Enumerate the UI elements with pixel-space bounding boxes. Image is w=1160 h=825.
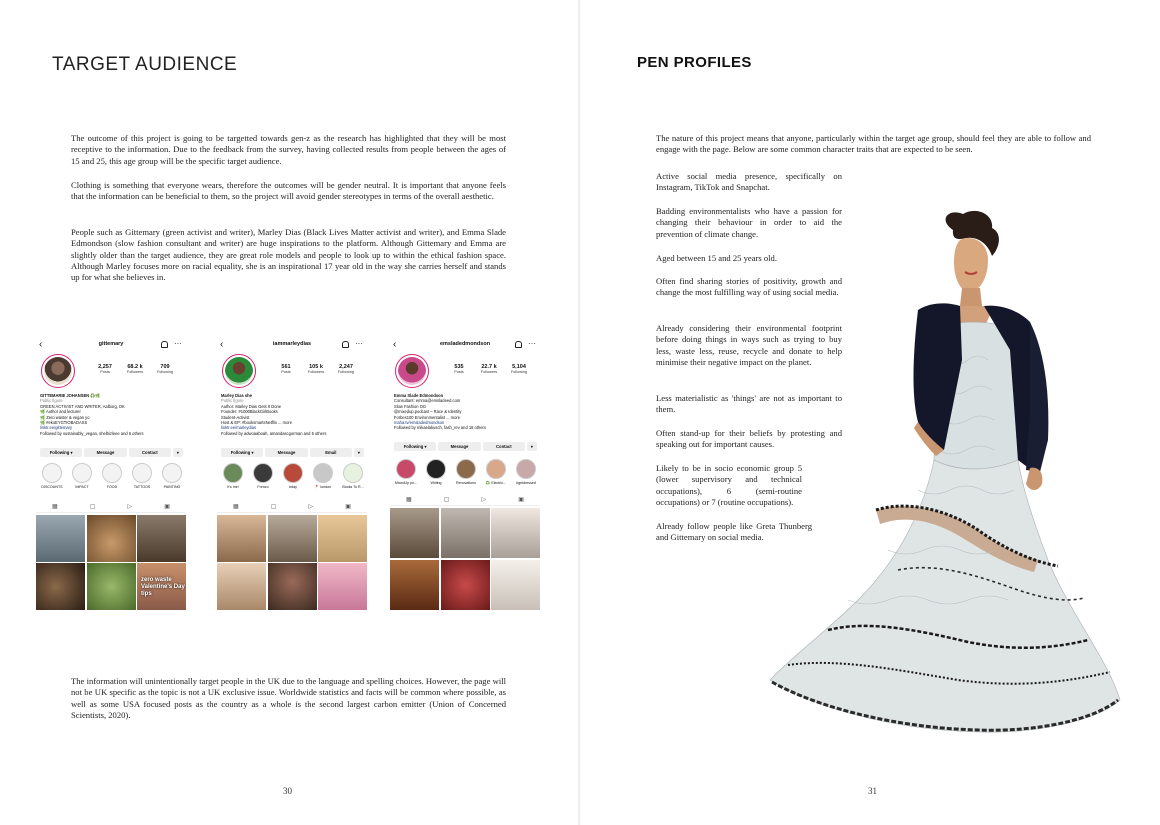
- tagged-icon[interactable]: ▣: [164, 504, 170, 510]
- post-thumbnail[interactable]: [137, 563, 186, 610]
- profile-header: [36, 338, 186, 352]
- stat-followers[interactable]: 68.2 k Followers: [126, 364, 144, 374]
- post-thumbnail[interactable]: [137, 515, 186, 562]
- story-highlights: [220, 463, 366, 489]
- post-thumbnail[interactable]: [87, 563, 136, 610]
- back-icon[interactable]: ‹: [39, 339, 43, 350]
- stat-posts[interactable]: 535 Posts: [454, 364, 464, 374]
- more-icon[interactable]: ···: [528, 339, 536, 348]
- stat-followers[interactable]: 22.7 k Followers: [480, 364, 498, 374]
- post-thumbnail[interactable]: [87, 515, 136, 562]
- post-thumbnail[interactable]: [441, 508, 490, 558]
- contact-button[interactable]: Contact: [129, 448, 171, 457]
- profile-stats: [444, 364, 534, 374]
- grid-icon[interactable]: ▦: [406, 497, 412, 503]
- stat-posts[interactable]: 561 Posts: [281, 364, 291, 374]
- post-grid: [217, 515, 367, 610]
- story-highlights: [39, 463, 185, 489]
- page-title-pen-profiles: PEN PROFILES: [637, 54, 752, 71]
- suggested-button[interactable]: ▾: [354, 448, 364, 457]
- bell-icon[interactable]: [342, 341, 349, 348]
- following-button[interactable]: Following ▾: [40, 448, 82, 457]
- tagged-icon[interactable]: ▣: [518, 497, 524, 503]
- bio-link[interactable]: maha.tv/emsladedmondson: [394, 420, 445, 426]
- post-thumbnail[interactable]: [217, 515, 266, 562]
- post-thumbnail[interactable]: [491, 508, 540, 558]
- page-number: 30: [283, 786, 292, 796]
- stat-posts[interactable]: 2,257 Posts: [98, 364, 112, 374]
- paragraph-inspirations: People such as Gittemary (green activist and writer), Marley Dias (Black Lives Matter activist and writer), and Emma Slade Edmondson (slow fashion consultant and writer) are huge inspirations to the platform. Although Gittemary and Emma are slightly older than the target audience, they are great role models and people to look up to within the ethical fashion space. Although Marley focuses more on racial equality, she is an inspirational 17 year old in the way she carries herself and stands up for what she believes in.: [71, 227, 506, 283]
- highlight[interactable]: IMPACT: [69, 463, 95, 489]
- highlight[interactable]: bday: [280, 463, 306, 489]
- fashion-illustration: [748, 210, 1128, 745]
- more-icon[interactable]: ···: [355, 339, 363, 348]
- trait-item: Active social media presence, specifically on Instagram, TikTok and Snapchat.: [656, 171, 842, 193]
- trait-item: Badding environmentalists who have a passion for changing their behaviour in order to aid the prevention of climate change.: [656, 206, 842, 239]
- post-grid: [36, 515, 186, 610]
- avatar[interactable]: [41, 354, 75, 388]
- back-icon[interactable]: ‹: [220, 339, 224, 350]
- tagged-icon[interactable]: ▣: [345, 504, 351, 510]
- highlight[interactable]: 📍 london: [310, 463, 336, 489]
- reels-icon[interactable]: ▢: [443, 497, 450, 503]
- profile-header: [390, 338, 540, 352]
- profile-header: [217, 338, 367, 352]
- page-title-target-audience: TARGET AUDIENCE: [52, 54, 238, 75]
- stat-following[interactable]: 5,104 Following: [510, 364, 528, 374]
- highlight[interactable]: MixedUp po...: [393, 459, 419, 485]
- paragraph-gender-neutral: Clothing is something that everyone wears, therefore the outcomes will be gender neutral. It is important that anyone feels that the information can be beneficial to them, so the project will avoid gender stereotypes in terms of the overall aesthetic.: [71, 180, 506, 202]
- trait-item: Already follow people like Greta Thunberg and Gittemary on social media.: [656, 521, 812, 543]
- avatar[interactable]: [222, 354, 256, 388]
- suggested-button[interactable]: ▾: [527, 442, 537, 451]
- more-icon[interactable]: ···: [174, 339, 182, 348]
- play-icon[interactable]: ▷: [308, 504, 314, 510]
- profile-bio: Emma Slade Edmondson Consultant: emma@emsladeed.com Slow Fashion OG @mixedup.podcast – Race & Identity Forbes100 Environmentalist ... more maha.tv/emsladedmondson Followed by mikaelakusch, fash_rev and 18 others: [394, 393, 538, 431]
- reels-icon[interactable]: ▢: [89, 504, 96, 510]
- highlight[interactable]: It's me!: [220, 463, 246, 489]
- profile-username: iammarleydias: [272, 341, 312, 347]
- grid-icon[interactable]: ▦: [52, 504, 58, 510]
- trait-item: Aged between 15 and 25 years old.: [656, 253, 777, 263]
- play-icon[interactable]: ▷: [127, 504, 133, 510]
- post-thumbnail[interactable]: [491, 560, 540, 610]
- highlight[interactable]: FOOD: [99, 463, 125, 489]
- post-thumbnail[interactable]: [441, 560, 490, 610]
- highlight[interactable]: Books To R...: [340, 463, 366, 489]
- instagram-profile-gittemary: [36, 338, 186, 610]
- story-highlights: [393, 459, 539, 485]
- post-thumbnail[interactable]: [268, 515, 317, 562]
- avatar[interactable]: [395, 354, 429, 388]
- following-button[interactable]: Following ▾: [394, 442, 436, 451]
- profile-bio: Marley Dias she Public figure Author: Marley Dias Gets It Done Founder: #1000BlackGirlBooks Student-Activist Host & EP: #booksmartsNetflix ... more linktr.ee/marleydias Followed by adwoaaboah, amandascgorman and 5 others: [221, 393, 365, 436]
- trait-item: Already considering their environmental footprint before doing things in ways such as trying to buy less, waste less, reuse, recycle and donate to help minimise their negative impact on the planet.: [656, 323, 842, 367]
- highlight[interactable]: Frenzo: [250, 463, 276, 489]
- post-thumbnail[interactable]: [217, 563, 266, 610]
- highlight[interactable]: PAINTING: [159, 463, 185, 489]
- highlight[interactable]: ♻️ Electric...: [483, 459, 509, 485]
- highlight[interactable]: Renovations: [453, 459, 479, 485]
- trait-item: Often stand-up for their beliefs by protesting and speaking out for important causes.: [656, 428, 842, 450]
- profile-buttons: [40, 448, 183, 457]
- bio-link[interactable]: linktr.ee/gittemary: [40, 425, 73, 431]
- highlight[interactable]: DISCOUNTS: [39, 463, 65, 489]
- post-thumbnail[interactable]: [318, 563, 367, 610]
- paragraph-intro: The nature of this project means that anyone, particularly within the target age group, should feel they are able to follow and engage with the page. Below are some common character traits that are expected to be seen.: [656, 133, 1091, 155]
- email-button[interactable]: Email: [310, 448, 352, 457]
- post-thumbnail[interactable]: [318, 515, 367, 562]
- highlight[interactable]: #getdressed: [513, 459, 539, 485]
- profile-username: gittemary: [98, 341, 124, 347]
- trait-item: Less materialistic as 'things' are not as important to them.: [656, 393, 842, 415]
- stat-followers[interactable]: 105 k Followers: [307, 364, 325, 374]
- instagram-profile-marleydias: [217, 338, 367, 610]
- post-thumbnail[interactable]: [390, 560, 439, 610]
- profile-tabs: [217, 503, 367, 513]
- stat-following[interactable]: 2,247 Following: [337, 364, 355, 374]
- trait-item: Likely to be in socio economic group 5 (lower supervisory and technical occupations), 6 (semi-routine occupations) or 7 (routine occupations).: [656, 463, 802, 507]
- profile-bio: GITTEMARIE JOHANSEN ♻️🌿 Public figure GREEN ACTIVIST AND WRITER, Aalborg, DK 🌿 Author and lecturer 🌿 Zero waster & vegan yo 🌿 #ekoEYGTIOBADASS linktr.ee/gittemary Followed by sustainably_vegan, shelbizleee and 6 others: [40, 393, 184, 436]
- suggested-button[interactable]: ▾: [173, 448, 183, 457]
- page-number: 31: [868, 786, 877, 796]
- post-thumbnail[interactable]: [36, 563, 85, 610]
- post-caption: zero waste Valentine's Day tips: [141, 577, 185, 598]
- message-button[interactable]: Message: [265, 448, 307, 457]
- paragraph-uk-language: The information will unintentionally target people in the UK due to the language and spelling choices. However, the page will not be UK specific as the topic is not a UK exclusive issue. Worldwide statistics and facts will be common where possible, as well as some USA focused posts as the country as a whole is the second largest carbon emitter (Union of Concerned Scientists, 2020).: [71, 676, 506, 720]
- post-thumbnail[interactable]: [390, 508, 439, 558]
- profile-stats: [271, 364, 361, 374]
- message-button[interactable]: Message: [438, 442, 480, 451]
- grid-icon[interactable]: ▦: [233, 504, 239, 510]
- message-button[interactable]: Message: [84, 448, 126, 457]
- profile-username: emsladedmondson: [439, 341, 491, 347]
- profile-tabs: [36, 503, 186, 513]
- back-icon[interactable]: ‹: [393, 339, 397, 350]
- highlight[interactable]: Writing: [423, 459, 449, 485]
- right-page: [580, 0, 1160, 825]
- profile-buttons: [394, 442, 537, 451]
- bio-link[interactable]: linktr.ee/marleydias: [221, 425, 257, 431]
- reels-icon[interactable]: ▢: [270, 504, 277, 510]
- bell-icon[interactable]: [515, 341, 522, 348]
- profile-stats: [90, 364, 180, 374]
- post-thumbnail[interactable]: [36, 515, 85, 562]
- play-icon[interactable]: ▷: [481, 497, 487, 503]
- instagram-profile-emsladedmondson: [390, 338, 540, 610]
- stat-following[interactable]: 709 Following: [156, 364, 174, 374]
- bell-icon[interactable]: [161, 341, 168, 348]
- highlight[interactable]: TATTOOS: [129, 463, 155, 489]
- contact-button[interactable]: Contact: [483, 442, 525, 451]
- trait-item: Often find sharing stories of positivity, growth and change the most fulfilling way of using social media.: [656, 276, 842, 298]
- post-thumbnail[interactable]: [268, 563, 317, 610]
- paragraph-intro: The outcome of this project is going to be targetted towards gen-z as the research has highlighted that they will be most receptive to the information. Due to the feedback from the survey, having collected results from people between the ages of 15 and 25, this age group will be the specific target audience.: [71, 133, 506, 166]
- post-grid: [390, 508, 540, 610]
- profile-buttons: [221, 448, 364, 457]
- profile-tabs: [390, 496, 540, 506]
- following-button[interactable]: Following ▾: [221, 448, 263, 457]
